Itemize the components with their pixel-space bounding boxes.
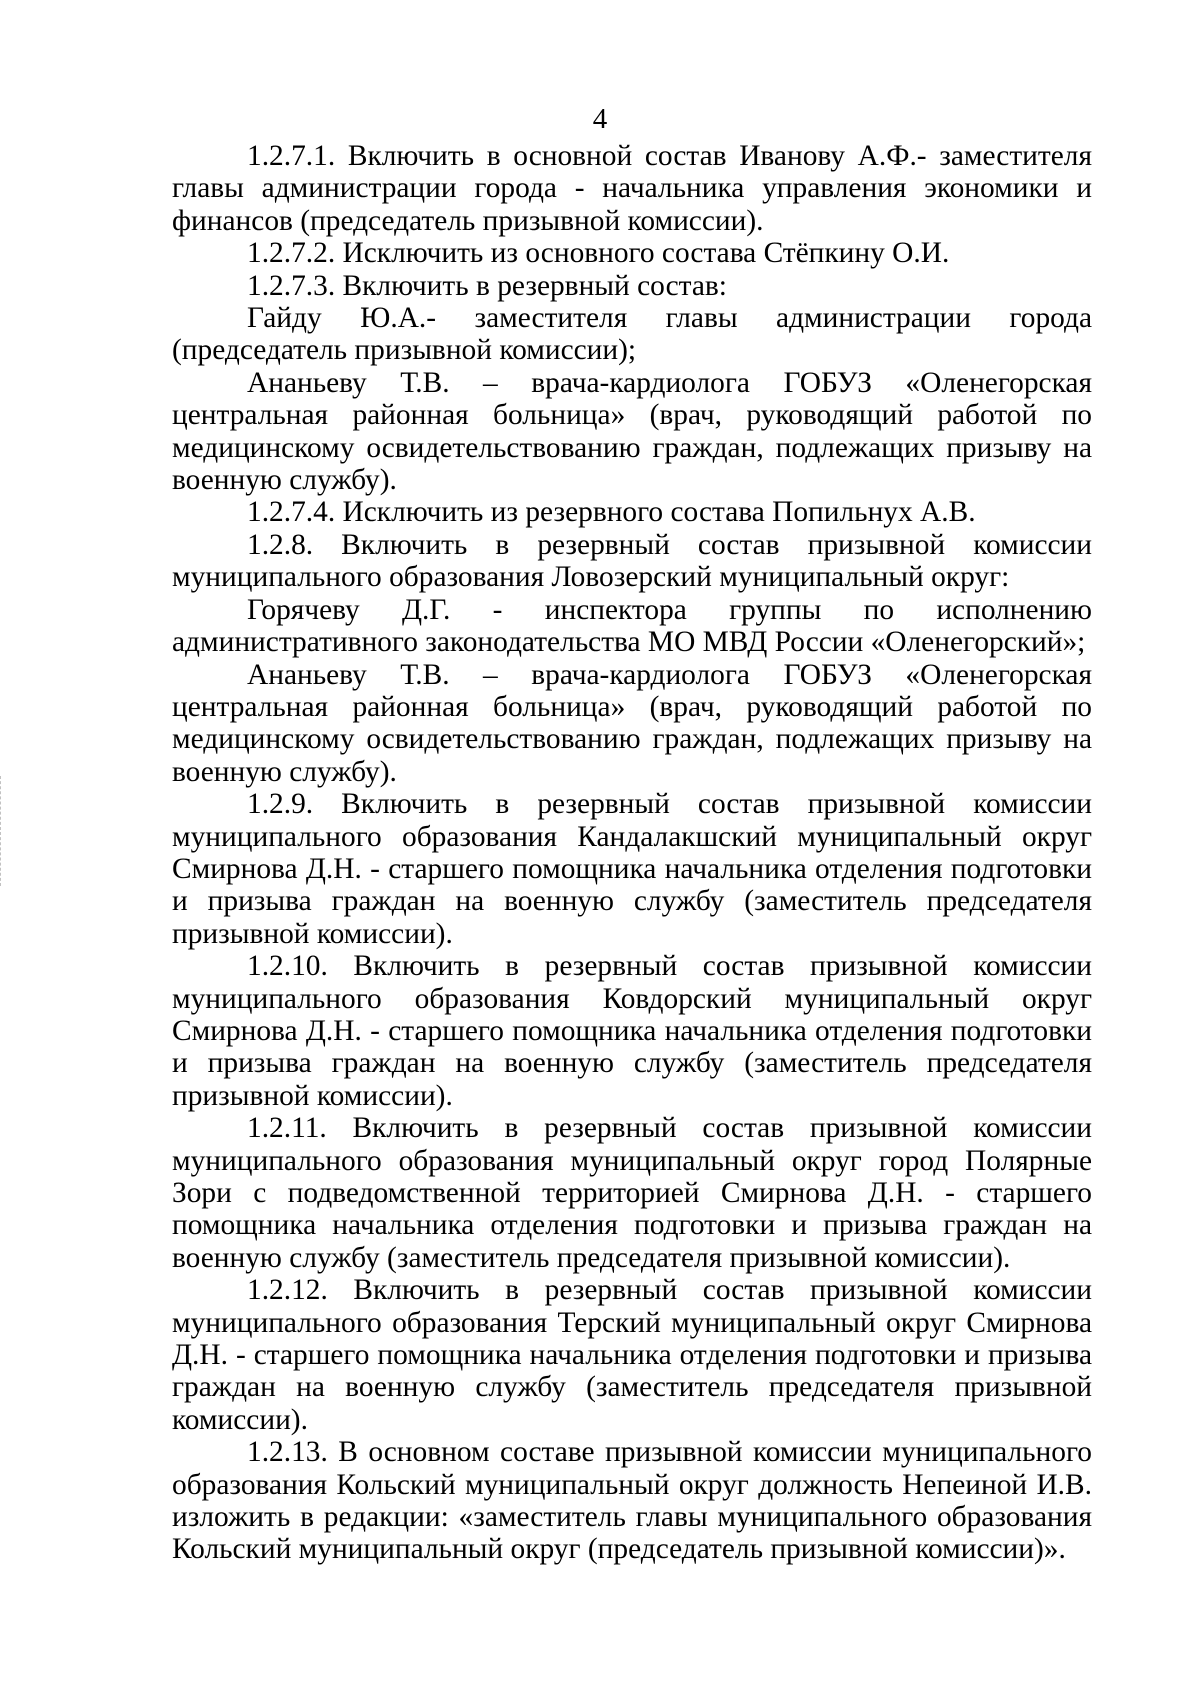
paragraph-gaidu: Гайду Ю.А.- заместителя главы администрации города (председатель призывной комиссии); [172, 302, 1092, 367]
scan-edge-marks [0, 776, 5, 886]
document-body [172, 140, 1092, 1566]
paragraph-1-2-10: 1.2.10. Включить в резервный состав призывной комиссии муниципального образования Ковдорский муниципальный округ Смирнова Д.Н. - старшего помощника начальника отделения подготовки и призыва граждан на военную службу (заместитель председателя призывной комиссии). [172, 950, 1092, 1112]
paragraph-1-2-7-3: 1.2.7.3. Включить в резервный состав: [247, 269, 727, 302]
paragraph-ananyeva-1: Ананьеву Т.В. – врача-кардиолога ГОБУЗ «Оленегорская центральная районная больница» (врач, руководящий работой по медицинскому освидетельствованию граждан, подлежащих призыву на военную службу). [172, 366, 1092, 497]
paragraph-1-2-13: 1.2.13. В основном составе призывной комиссии муниципального образования Кольский муниципальный округ должность Непеиной И.В. изложить в редакции: «заместитель главы муниципального образования Кольский муниципальный округ (председатель призывной комиссии)». [172, 1436, 1092, 1566]
paragraph-goryacheva: Горячеву Д.Г. - инспектора группы по исполнению административного законодательства МО МВД России «Оленегорский»; [172, 593, 1092, 659]
paragraph-ananyeva-2: Ананьеву Т.В. – врача-кардиолога ГОБУЗ «Оленегорская центральная районная больница» (врач, руководящий работой по медицинскому освидетельствованию граждан, подлежащих призыву на военную службу). [172, 658, 1092, 788]
paragraph-1-2-11: 1.2.11. Включить в резервный состав призывной комиссии муниципального образования муниципальный округ город Полярные Зори с подведомственной территорией Смирнова Д.Н. - старшего помощника начальника отделения подготовки и призыва граждан на военную службу (заместитель председателя призывной комиссии). [172, 1112, 1092, 1274]
paragraph-1-2-7-1: 1.2.7.1. Включить в основной состав Иванову А.Ф.- заместителя главы администрации города - начальника управления экономики и финансов (председатель призывной комиссии). [172, 140, 1092, 237]
paragraph-1-2-12: 1.2.12. Включить в резервный состав призывной комиссии муниципального образования Терский муниципальный округ Смирнова Д.Н. - старшего помощника начальника отделения подготовки и призыва граждан на военную службу (заместитель председателя призывной комиссии). [172, 1274, 1092, 1436]
paragraph-1-2-7-4: 1.2.7.4. Исключить из резервного состава Попильнух А.В. [247, 496, 976, 529]
paragraph-1-2-9: 1.2.9. Включить в резервный состав призывной комиссии муниципального образования Кандалакшский муниципальный округ Смирнова Д.Н. - старшего помощника начальника отделения подготовки и призыва граждан на военную службу (заместитель председателя призывной комиссии). [172, 788, 1092, 950]
paragraph-1-2-7-2: 1.2.7.2. Исключить из основного состава Стёпкину О.И. [247, 237, 950, 270]
page-number: 4 [592, 103, 608, 135]
paragraph-1-2-8: 1.2.8. Включить в резервный состав призывной комиссии муниципального образования Ловозерский муниципальный округ: [172, 528, 1092, 594]
